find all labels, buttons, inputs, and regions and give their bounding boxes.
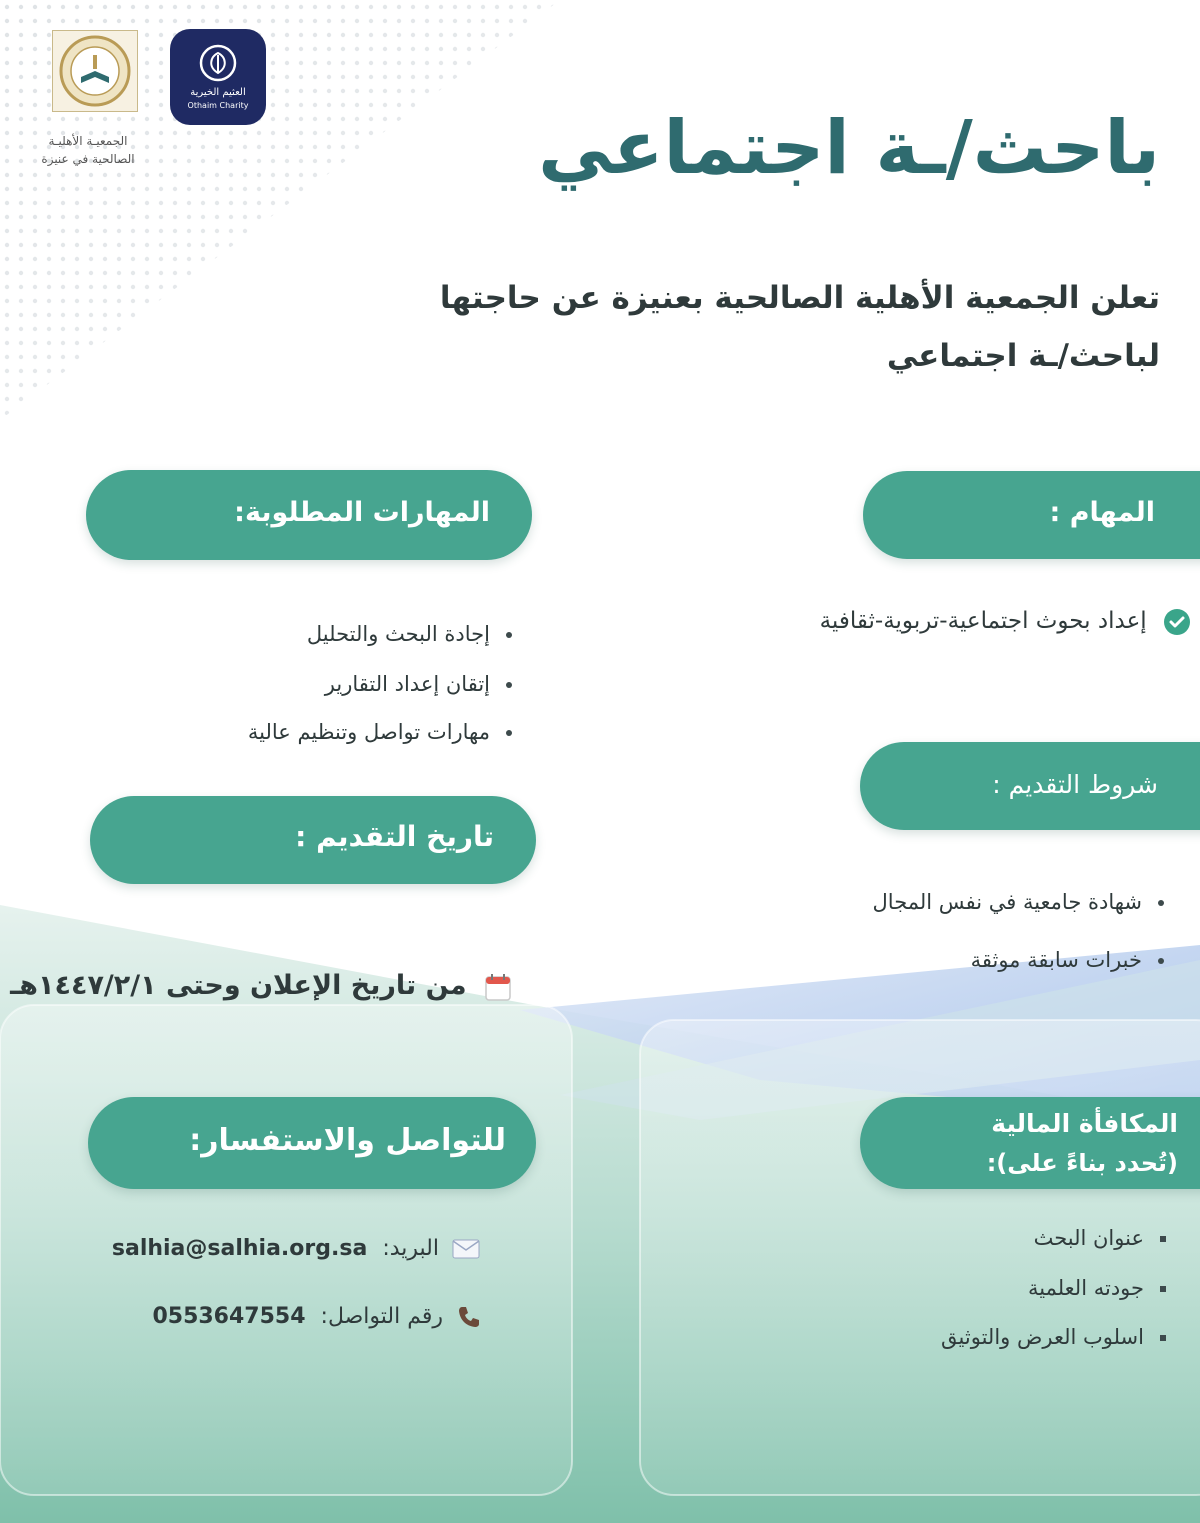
skill-item: إجادة البحث والتحليل [307,622,512,646]
reward-heading-line1: المكافأة المالية [991,1109,1178,1138]
apply-date-heading-pill [90,796,536,884]
email-label: البريد: [382,1236,439,1261]
othaim-leaf-icon [198,43,238,83]
task-item [820,608,1190,635]
skill-item: مهارات تواصل وتنظيم عالية [248,720,512,744]
apply-date-heading: تاريخ التقديم : [295,820,494,853]
reward-item: عنوان البحث [1034,1226,1166,1250]
apply-date-text: من تاريخ الإعلان وحتى ١٤٤٧/٢/١هـ [10,970,467,1001]
contact-heading: للتواصل والاستفسار: [189,1123,506,1158]
phone-number[interactable]: 0553647554 [152,1304,306,1329]
condition-item: خبرات سابقة موثقة [971,948,1164,972]
skills-heading: المهارات المطلوبة: [234,497,490,528]
salhia-logo [52,30,138,112]
contact-heading-pill [88,1097,536,1189]
calendar-icon [484,972,512,1002]
othaim-name-ar: العثيم الخيرية [190,87,246,98]
reward-item: اسلوب العرض والتوثيق [941,1325,1166,1349]
condition-item: شهادة جامعية في نفس المجال [873,890,1164,914]
conditions-heading: شروط التقديم : [992,770,1158,799]
reward-heading-line2: (تُحدد بناءً على): [986,1149,1178,1177]
tasks-heading: المهام : [1049,497,1155,528]
task-item-text: إعداد بحوث اجتماعية-تربوية-ثقافية [819,608,1147,634]
reward-heading-pill [860,1097,1200,1189]
othaim-logo [170,29,266,125]
contact-phone-row [152,1304,482,1330]
salhia-name-line1: الجمعيـة الأهليـة [48,134,128,148]
page-title: باحث/ـة اجتماعي [538,105,1160,191]
phone-icon [456,1304,482,1330]
reward-item: جودته العلمية [1028,1276,1166,1300]
skill-item: إتقان إعداد التقارير [325,672,512,696]
skills-heading-pill [86,470,532,560]
tasks-heading-pill [863,471,1200,559]
check-icon [1164,609,1190,635]
salhia-logo-text [30,132,146,168]
contact-email-row [112,1236,480,1261]
intro-line-1: تعلن الجمعية الأهلية الصالحية بعنيزة عن حاجتها [439,280,1160,316]
salhia-name-line2: الصالحية في عنيزة [41,152,135,166]
envelope-icon [452,1239,480,1259]
intro-line-2: لباحث/ـة اجتماعي [886,338,1160,374]
phone-label: رقم التواصل: [320,1304,443,1329]
othaim-name-en: Othaim Charity [187,101,249,110]
conditions-heading-pill [860,742,1200,830]
apply-date-text-row [10,970,512,1002]
email-link[interactable]: salhia@salhia.org.sa [111,1236,368,1261]
